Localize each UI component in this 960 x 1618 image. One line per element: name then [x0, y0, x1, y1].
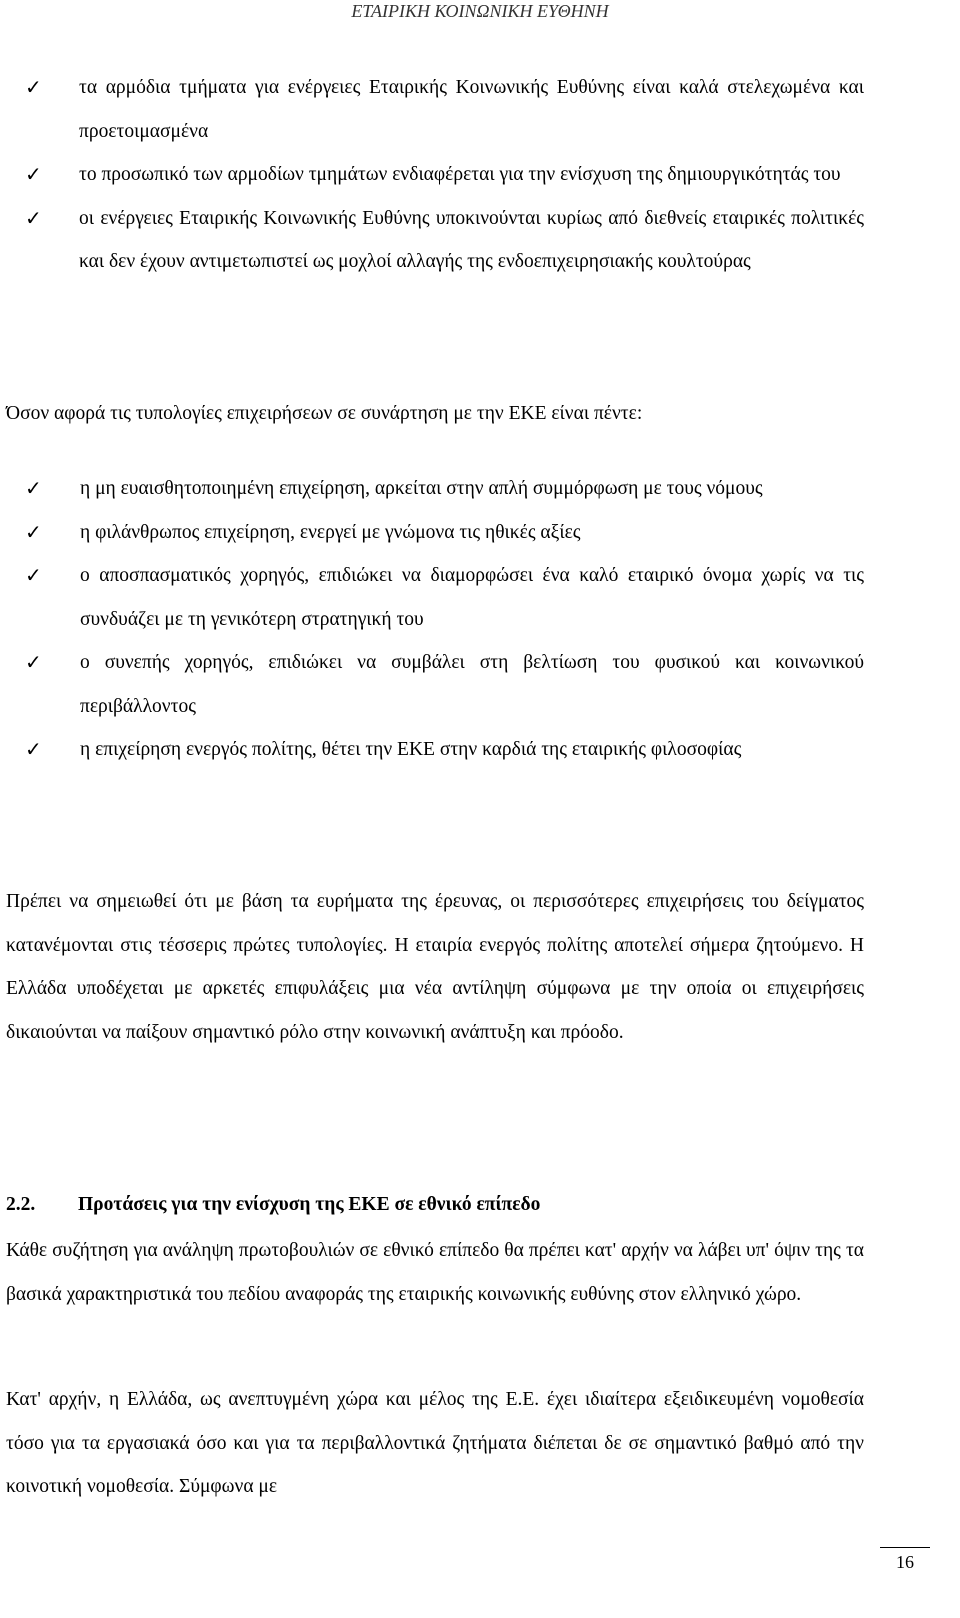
list-item-text: οι ενέργειες Εταιρικής Κοινωνικής Ευθύνης υποκινούνται κυρίως από διεθνείς εταιρικές πολιτικές και δεν έχουν αντιμετωπιστεί ως μοχλοί αλλαγής της ενδοεπιχειρησιακής κουλτούρας	[79, 207, 864, 272]
list-item	[6, 153, 864, 197]
list-item	[6, 728, 864, 772]
checklist-typologies	[6, 467, 864, 772]
list-item	[6, 554, 864, 641]
section-paragraph-2: Κατ' αρχήν, η Ελλάδα, ως ανεπτυγμένη χώρα και μέλος της Ε.Ε. έχει ιδιαίτερα εξειδικευμένη νομοθεσία τόσο για τα εργασιακά όσο και για τα περιβαλλοντικά ζητήματα διέπεται δε σε σημαντικό βαθμό από την κοινοτική νομοθεσία. Σύμφωνα με	[6, 1389, 864, 1497]
list-item	[6, 467, 864, 511]
intro-types-block	[6, 392, 864, 436]
checklist-b-block	[6, 467, 864, 772]
list-item-text: η μη ευαισθητοποιημένη επιχείρηση, αρκείται στην απλή συμμόρφωση με τους νόμους	[80, 478, 763, 499]
intro-types-paragraph: Όσον αφορά τις τυπολογίες επιχειρήσεων σε συνάρτηση με την ΕΚΕ είναι πέντε:	[6, 403, 643, 424]
section-paragraph-1: Κάθε συζήτηση για ανάληψη πρωτοβουλιών σε εθνικό επίπεδο θα πρέπει κατ' αρχήν να λάβει υπ' όψιν της τα βασικά χαρακτηριστικά του πεδίου αναφοράς της εταιρικής κοινωνικής ευθύνης στον ελληνικό χώρο.	[6, 1240, 864, 1305]
running-header: ΕΤΑΙΡΙΚΗ ΚΟΙΝΩΝΙΚΗ ΕΥΘΗΝΗ	[351, 1, 609, 21]
section-title: Προτάσεις για την ενίσχυση της ΕΚΕ σε εθνικό επίπεδο	[78, 1194, 541, 1215]
list-item	[6, 66, 864, 153]
list-item-text: ο αποσπασματικός χορηγός, επιδιώκει να διαμορφώσει ένα καλό εταιρικό όνομα χωρίς να τις συνδυάζει με τη γενικότερη στρατηγική του	[80, 565, 864, 630]
list-item-text: ο συνεπής χορηγός, επιδιώκει να συμβάλει στη βελτίωση του φυσικού και κοινωνικού περιβάλλοντος	[80, 652, 864, 717]
check-icon: ✓	[25, 75, 42, 99]
findings-paragraph: Πρέπει να σημειωθεί ότι με βάση τα ευρήματα της έρευνας, οι περισσότερες επιχειρήσεις του δείγματος κατανέμονται στις τέσσερις πρώτες τυπολογίες. Η εταιρία ενεργός πολίτης αποτελεί σήμερα ζητούμενο. Η Ελλάδα υποδέχεται με αρκετές επιφυλάξεις μια νέα αντίληψη σύμφωνα με την οποία οι επιχειρήσεις δικαιούνται να παίξουν σημαντικό ρόλο στην κοινωνική ανάπτυξη και πρόοδο.	[6, 891, 864, 1043]
check-icon: ✓	[25, 563, 42, 587]
list-item	[6, 641, 864, 728]
section-paragraph-2-block	[6, 1378, 864, 1509]
list-item-text: τα αρμόδια τμήματα για ενέργειες Εταιρικής Κοινωνικής Ευθύνης είναι καλά στελεχωμένα και προετοιμασμένα	[79, 77, 864, 142]
section-heading	[6, 1190, 864, 1220]
section-paragraph-1-block	[6, 1229, 864, 1316]
check-icon: ✓	[25, 519, 42, 544]
list-item-text: η φιλάνθρωπος επιχείρηση, ενεργεί με γνώμονα τις ηθικές αξίες	[80, 521, 581, 543]
checklist-a-block	[6, 66, 864, 284]
list-item-text: το προσωπικό των αρμοδίων τμημάτων ενδιαφέρεται για την ενίσχυση της δημιουργικότητάς του	[79, 164, 841, 185]
list-item	[6, 511, 864, 555]
list-item	[6, 197, 864, 284]
check-icon: ✓	[25, 162, 42, 186]
check-icon: ✓	[25, 205, 42, 230]
page-number: 16	[896, 1552, 914, 1572]
footer-divider	[880, 1547, 930, 1548]
check-icon: ✓	[25, 650, 42, 674]
section-number: 2.2.	[6, 1194, 36, 1215]
check-icon: ✓	[25, 476, 42, 500]
findings-block	[6, 880, 864, 1054]
check-icon: ✓	[25, 737, 42, 761]
list-item-text: η επιχείρηση ενεργός πολίτης, θέτει την ΕΚΕ στην καρδιά της εταιρικής φιλοσοφίας	[80, 739, 742, 760]
checklist-departments	[6, 66, 864, 284]
